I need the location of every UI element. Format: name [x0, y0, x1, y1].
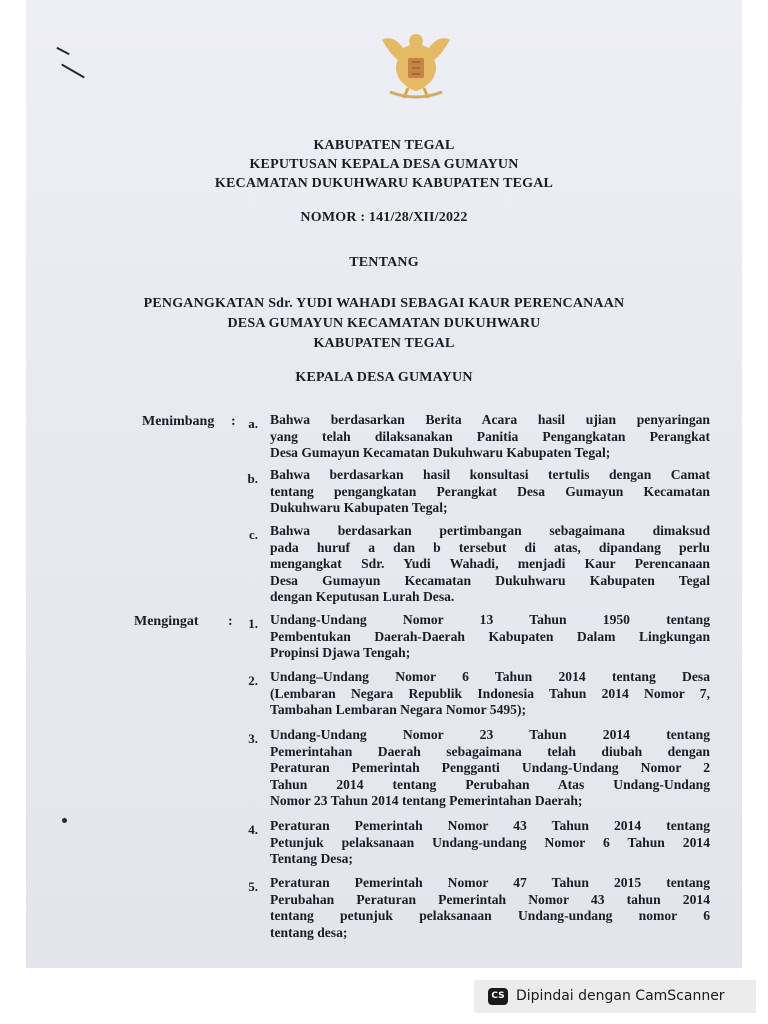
header-line-kabupaten: KABUPATEN TEGAL	[313, 138, 455, 153]
mengingat-item-5	[270, 875, 710, 941]
text-line: Desa Gumayun Kecamatan Dukuhwaru Kabupaten Tegal;	[270, 445, 611, 461]
text-line: dengan Keputusan Lurah Desa.	[270, 589, 455, 605]
menimbang-item-a	[270, 412, 710, 462]
menimbang-colon: :	[231, 414, 236, 429]
text-line: tentang pengangkatan Perangkat Desa Gumayun Kecamatan	[270, 483, 710, 499]
menimbang-marker-a: a.	[248, 416, 258, 431]
scanned-page	[26, 0, 742, 968]
mengingat-marker-1: 1.	[248, 616, 258, 631]
header-line-kecamatan: KECAMATAN DUKUHWARU KABUPATEN TEGAL	[214, 176, 554, 191]
pen-mark	[61, 64, 85, 79]
camscanner-watermark	[474, 980, 756, 1013]
text-line: Peraturan Pemerintah Pengganti Undang-Undang Nomor 2	[270, 760, 710, 776]
text-line: Pemerintahan Daerah sebagaimana telah diubah dengan	[270, 743, 710, 759]
text-line: Tambahan Lembaran Negara Nomor 5495);	[270, 702, 527, 718]
text-line: Bahwa berdasarkan Berita Acara hasil ujian penyaringan	[270, 412, 710, 427]
menimbang-marker-c: c.	[248, 527, 258, 542]
menimbang-item-b	[270, 467, 710, 517]
text-line: Propinsi Djawa Tengah;	[270, 645, 411, 661]
camscanner-logo-icon: CS	[488, 988, 508, 1005]
mengingat-marker-3: 3.	[248, 731, 258, 746]
mengingat-item-1	[270, 612, 710, 662]
text-line: Peraturan Pemerintah Nomor 47 Tahun 2015 tentang	[270, 875, 710, 890]
speck-mark	[62, 818, 67, 823]
text-line: mengangkat Sdr. Yudi Wahadi, menjadi Kaur Perencanaan	[270, 556, 710, 572]
text-line: Nomor 23 Tahun 2014 tentang Pemerintahan Daerah;	[270, 793, 583, 809]
mengingat-item-2	[270, 669, 710, 719]
text-line: Undang–Undang Nomor 6 Tahun 2014 tentang Desa	[270, 669, 710, 684]
mengingat-colon: :	[228, 614, 233, 629]
mengingat-marker-2: 2.	[248, 673, 258, 688]
mengingat-item-4	[270, 818, 710, 868]
official-title: KEPALA DESA GUMAYUN	[295, 370, 473, 385]
text-line: Petunjuk pelaksanaan Undang-undang Nomor 6 Tahun 2014	[270, 834, 710, 850]
mengingat-marker-4: 4.	[248, 822, 258, 837]
subject-line-1: PENGANGKATAN Sdr. YUDI WAHADI SEBAGAI KAUR PERENCANAAN	[143, 296, 625, 311]
text-line: Undang-Undang Nomor 23 Tahun 2014 tentang	[270, 727, 710, 742]
text-line: tentang petunjuk pelaksanaan Undang-undang nomor 6	[270, 908, 710, 924]
camscanner-text: Dipindai dengan CamScanner	[516, 988, 725, 1004]
text-line: Tahun 2014 tentang Perubahan Atas Undang-Undang	[270, 776, 710, 792]
text-line: Perubahan Peraturan Pemerintah Nomor 43 tahun 2014	[270, 891, 710, 907]
menimbang-label: Menimbang	[142, 414, 215, 429]
mengingat-label: Mengingat	[134, 614, 199, 629]
menimbang-marker-b: b.	[247, 471, 258, 486]
text-line: Dukuhwaru Kabupaten Tegal;	[270, 500, 448, 516]
text-line: yang telah dilaksanakan Panitia Pengangkatan Perangkat	[270, 428, 710, 444]
text-line: Bahwa berdasarkan pertimbangan sebagaimana dimaksud	[270, 523, 710, 538]
tentang-heading: TENTANG	[349, 255, 419, 270]
menimbang-item-c	[270, 523, 710, 606]
text-line: Bahwa berdasarkan hasil konsultasi tertulis dengan Camat	[270, 467, 710, 482]
document-number: NOMOR : 141/28/XII/2022	[300, 210, 468, 225]
mengingat-marker-5: 5.	[248, 879, 258, 894]
mengingat-item-3	[270, 727, 710, 810]
pen-mark	[56, 47, 69, 55]
text-line: Peraturan Pemerintah Nomor 43 Tahun 2014 tentang	[270, 818, 710, 833]
subject-line-3: KABUPATEN TEGAL	[313, 336, 455, 351]
garuda-emblem	[368, 28, 464, 104]
header-line-keputusan: KEPUTUSAN KEPALA DESA GUMAYUN	[249, 157, 519, 172]
text-line: Pembentukan Daerah-Daerah Kabupaten Dalam Lingkungan	[270, 628, 710, 644]
subject-line-2: DESA GUMAYUN KECAMATAN DUKUHWARU	[227, 316, 541, 331]
text-line: Tentang Desa;	[270, 851, 353, 867]
text-line: Desa Gumayun Kecamatan Dukuhwaru Kabupaten Tegal	[270, 572, 710, 588]
text-line: Undang-Undang Nomor 13 Tahun 1950 tentang	[270, 612, 710, 627]
text-line: tentang desa;	[270, 924, 348, 940]
text-line: (Lembaran Negara Republik Indonesia Tahun 2014 Nomor 7,	[270, 685, 710, 701]
text-line: pada huruf a dan b tersebut di atas, dipandang perlu	[270, 539, 710, 555]
